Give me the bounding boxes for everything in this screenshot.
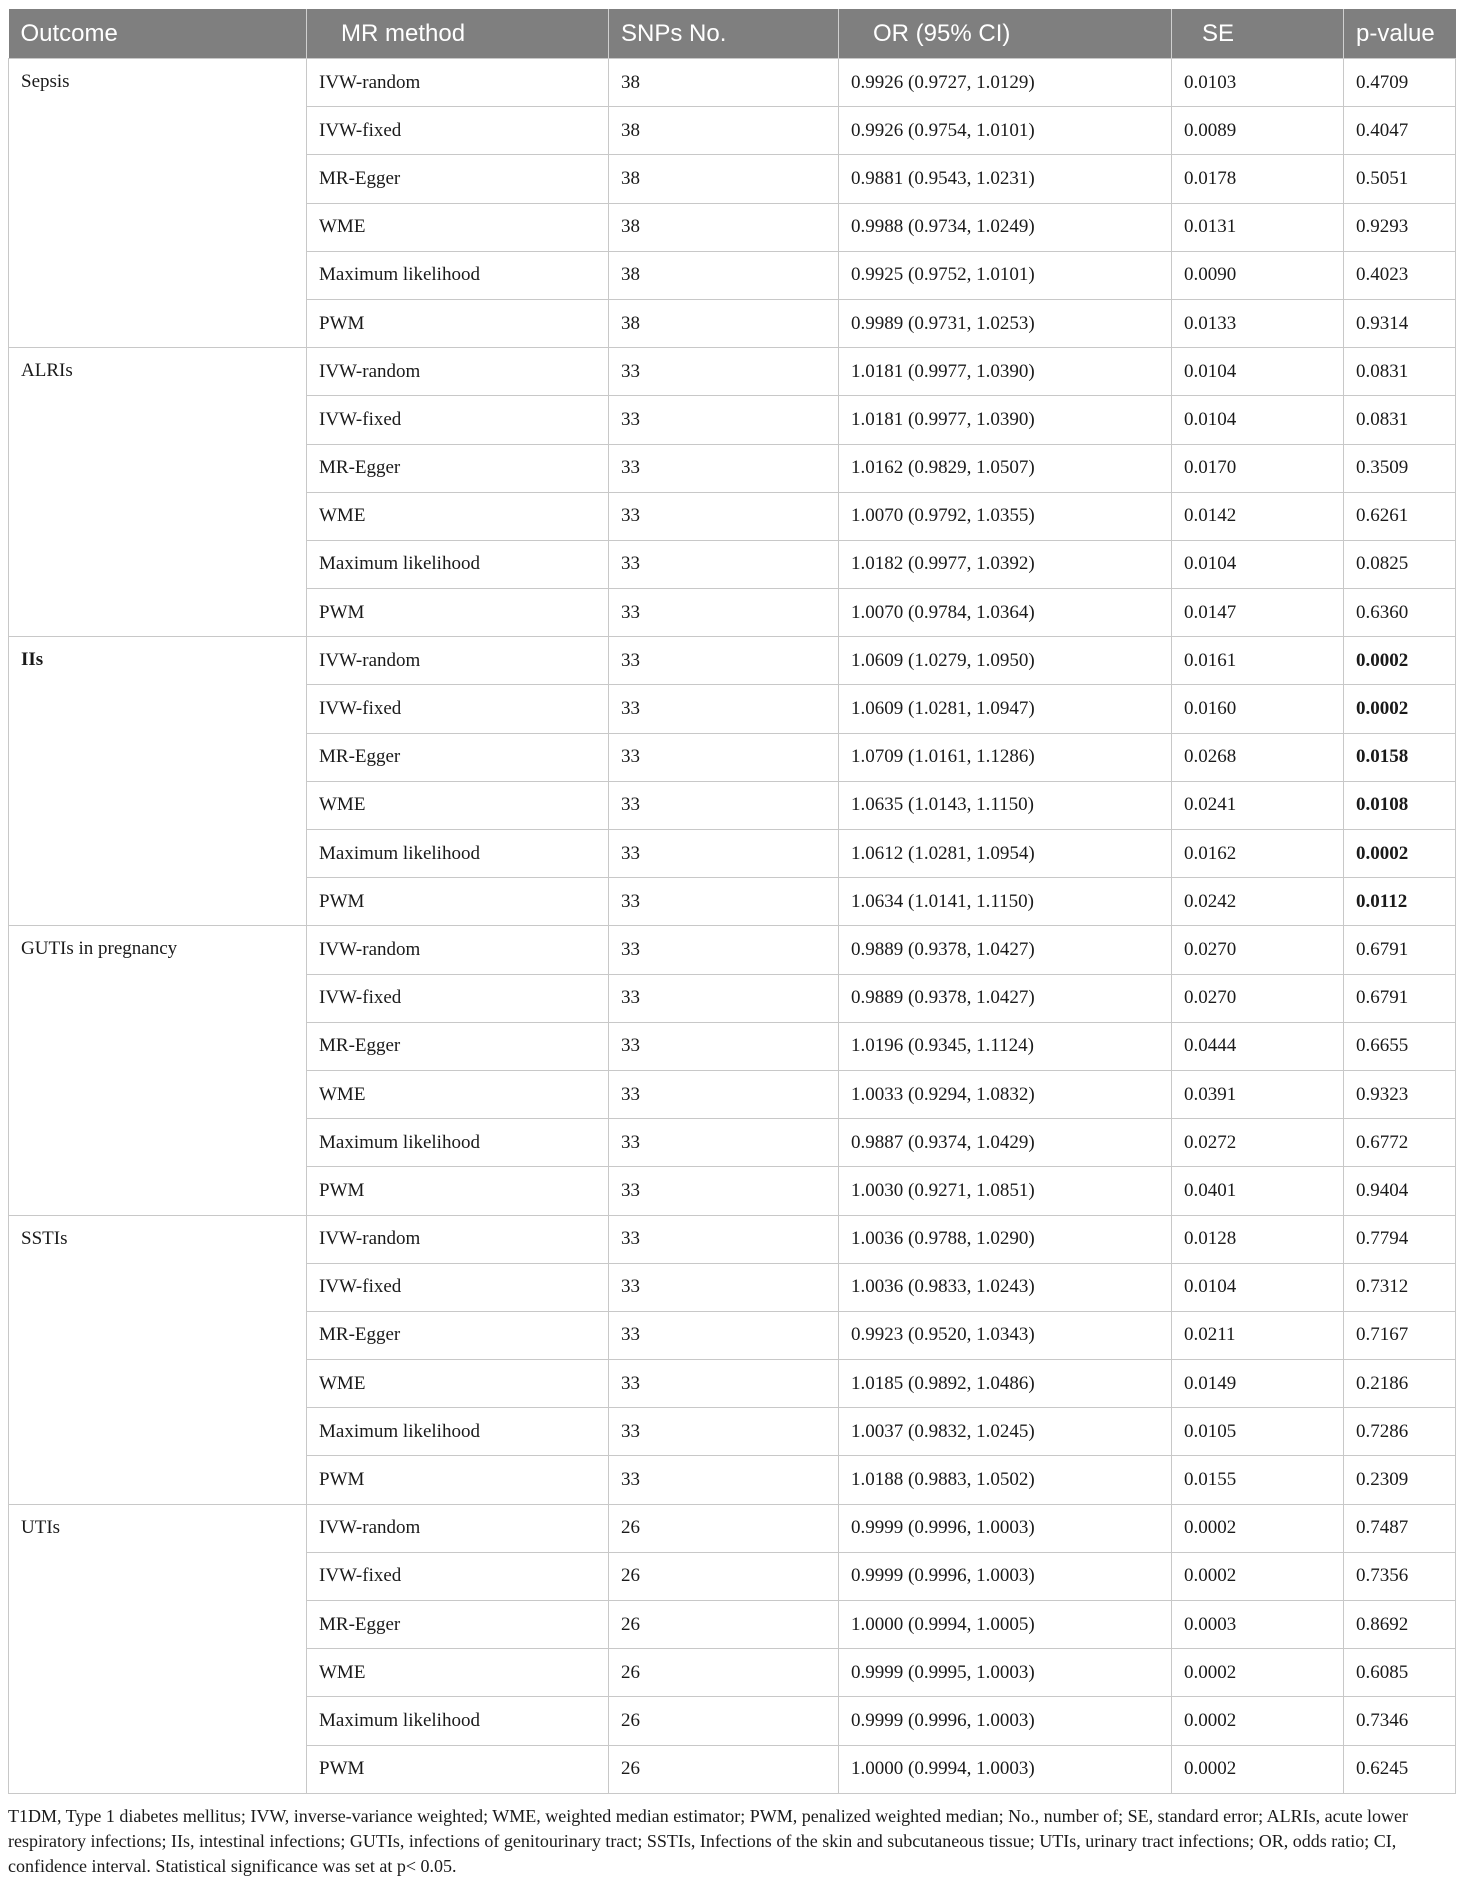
snps-cell: 38 (609, 59, 839, 107)
mr-method-cell: Maximum likelihood (307, 1119, 609, 1167)
p-value-cell: 0.9314 (1344, 299, 1456, 347)
p-value-cell: 0.6261 (1344, 492, 1456, 540)
table-footnote: T1DM, Type 1 diabetes mellitus; IVW, inverse-variance weighted; WME, weighted median estimator; PWM, penalized weighted median; No., number of; SE, standard error; ALRIs, acute lower respiratory infections; IIs, intestinal infections; GUTIs, infections of genitourinary tract; SSTIs, Infections of the skin and subcutaneous tissue; UTIs, urinary tract infections; OR, odds ratio; CI, confidence interval. Statistical significance was set at p< 0.05. (8, 1805, 1409, 1876)
mr-method-cell: IVW-fixed (307, 1552, 609, 1600)
p-value-cell: 0.3509 (1344, 444, 1456, 492)
or-ci-cell: 1.0609 (1.0279, 1.0950) (839, 637, 1172, 685)
p-value-cell: 0.6791 (1344, 974, 1456, 1022)
snps-cell: 26 (609, 1552, 839, 1600)
or-ci-cell: 1.0162 (0.9829, 1.0507) (839, 444, 1172, 492)
or-ci-cell: 1.0709 (1.0161, 1.1286) (839, 733, 1172, 781)
header-mr-method: MR method (307, 9, 609, 59)
snps-cell: 33 (609, 926, 839, 974)
snps-cell: 38 (609, 251, 839, 299)
se-cell: 0.0104 (1172, 348, 1344, 396)
mr-method-cell: Maximum likelihood (307, 1408, 609, 1456)
or-ci-cell: 1.0036 (0.9788, 1.0290) (839, 1215, 1172, 1263)
snps-cell: 33 (609, 781, 839, 829)
or-ci-cell: 1.0181 (0.9977, 1.0390) (839, 396, 1172, 444)
se-cell: 0.0142 (1172, 492, 1344, 540)
p-value-cell: 0.0158 (1344, 733, 1456, 781)
mr-method-cell: IVW-fixed (307, 396, 609, 444)
or-ci-cell: 0.9999 (0.9995, 1.0003) (839, 1649, 1172, 1697)
p-value-cell: 0.7346 (1344, 1697, 1456, 1745)
or-ci-cell: 1.0000 (0.9994, 1.0005) (839, 1601, 1172, 1649)
se-cell: 0.0270 (1172, 974, 1344, 1022)
snps-cell: 33 (609, 1360, 839, 1408)
or-ci-cell: 1.0070 (0.9792, 1.0355) (839, 492, 1172, 540)
p-value-cell: 0.0002 (1344, 830, 1456, 878)
se-cell: 0.0002 (1172, 1745, 1344, 1793)
p-value-cell: 0.0002 (1344, 637, 1456, 685)
mr-method-cell: MR-Egger (307, 1311, 609, 1359)
outcome-cell: SSTIs (9, 1215, 307, 1504)
or-ci-cell: 0.9999 (0.9996, 1.0003) (839, 1504, 1172, 1552)
or-ci-cell: 0.9988 (0.9734, 1.0249) (839, 203, 1172, 251)
mr-method-cell: PWM (307, 1167, 609, 1215)
snps-cell: 33 (609, 396, 839, 444)
se-cell: 0.0161 (1172, 637, 1344, 685)
snps-cell: 33 (609, 444, 839, 492)
p-value-cell: 0.6245 (1344, 1745, 1456, 1793)
snps-cell: 33 (609, 878, 839, 926)
outcome-cell: Sepsis (9, 59, 307, 348)
mr-method-cell: MR-Egger (307, 1022, 609, 1070)
snps-cell: 33 (609, 540, 839, 588)
snps-cell: 33 (609, 589, 839, 637)
mr-method-cell: IVW-fixed (307, 685, 609, 733)
snps-cell: 38 (609, 299, 839, 347)
p-value-cell: 0.6772 (1344, 1119, 1456, 1167)
se-cell: 0.0133 (1172, 299, 1344, 347)
se-cell: 0.0090 (1172, 251, 1344, 299)
snps-cell: 33 (609, 1408, 839, 1456)
or-ci-cell: 1.0037 (0.9832, 1.0245) (839, 1408, 1172, 1456)
p-value-cell: 0.7167 (1344, 1311, 1456, 1359)
p-value-cell: 0.7794 (1344, 1215, 1456, 1263)
snps-cell: 33 (609, 830, 839, 878)
p-value-cell: 0.6360 (1344, 589, 1456, 637)
or-ci-cell: 1.0070 (0.9784, 1.0364) (839, 589, 1172, 637)
se-cell: 0.0241 (1172, 781, 1344, 829)
header-outcome: Outcome (9, 9, 307, 59)
mr-method-cell: WME (307, 781, 609, 829)
p-value-cell: 0.9293 (1344, 203, 1456, 251)
table-container (8, 9, 1455, 1879)
mr-method-cell: WME (307, 1070, 609, 1118)
se-cell: 0.0160 (1172, 685, 1344, 733)
se-cell: 0.0089 (1172, 107, 1344, 155)
p-value-cell: 0.0825 (1344, 540, 1456, 588)
se-cell: 0.0268 (1172, 733, 1344, 781)
p-value-cell: 0.8692 (1344, 1601, 1456, 1649)
or-ci-cell: 0.9999 (0.9996, 1.0003) (839, 1697, 1172, 1745)
mr-method-cell: IVW-random (307, 1215, 609, 1263)
snps-cell: 33 (609, 1263, 839, 1311)
or-ci-cell: 1.0196 (0.9345, 1.1124) (839, 1022, 1172, 1070)
snps-cell: 38 (609, 203, 839, 251)
se-cell: 0.0002 (1172, 1504, 1344, 1552)
mr-method-cell: IVW-fixed (307, 107, 609, 155)
se-cell: 0.0272 (1172, 1119, 1344, 1167)
mr-method-cell: IVW-random (307, 59, 609, 107)
p-value-cell: 0.4047 (1344, 107, 1456, 155)
p-value-cell: 0.0112 (1344, 878, 1456, 926)
or-ci-cell: 1.0185 (0.9892, 1.0486) (839, 1360, 1172, 1408)
mr-method-cell: PWM (307, 878, 609, 926)
mr-method-cell: PWM (307, 589, 609, 637)
or-ci-cell: 0.9999 (0.9996, 1.0003) (839, 1552, 1172, 1600)
snps-cell: 33 (609, 1311, 839, 1359)
snps-cell: 38 (609, 107, 839, 155)
p-value-cell: 0.5051 (1344, 155, 1456, 203)
snps-cell: 33 (609, 1119, 839, 1167)
or-ci-cell: 0.9923 (0.9520, 1.0343) (839, 1311, 1172, 1359)
or-ci-cell: 1.0635 (1.0143, 1.1150) (839, 781, 1172, 829)
or-ci-cell: 1.0182 (0.9977, 1.0392) (839, 540, 1172, 588)
se-cell: 0.0147 (1172, 589, 1344, 637)
or-ci-cell: 0.9881 (0.9543, 1.0231) (839, 155, 1172, 203)
mr-method-cell: MR-Egger (307, 444, 609, 492)
p-value-cell: 0.9323 (1344, 1070, 1456, 1118)
p-value-cell: 0.6791 (1344, 926, 1456, 974)
se-cell: 0.0391 (1172, 1070, 1344, 1118)
snps-cell: 33 (609, 974, 839, 1022)
mr-method-cell: PWM (307, 1456, 609, 1504)
snps-cell: 33 (609, 637, 839, 685)
p-value-cell: 0.6655 (1344, 1022, 1456, 1070)
or-ci-cell: 1.0634 (1.0141, 1.1150) (839, 878, 1172, 926)
mr-method-cell: WME (307, 203, 609, 251)
snps-cell: 33 (609, 1215, 839, 1263)
se-cell: 0.0149 (1172, 1360, 1344, 1408)
or-ci-cell: 1.0036 (0.9833, 1.0243) (839, 1263, 1172, 1311)
snps-cell: 33 (609, 733, 839, 781)
p-value-cell: 0.0108 (1344, 781, 1456, 829)
table-row (9, 1215, 1456, 1263)
or-ci-cell: 0.9887 (0.9374, 1.0429) (839, 1119, 1172, 1167)
se-cell: 0.0002 (1172, 1552, 1344, 1600)
se-cell: 0.0242 (1172, 878, 1344, 926)
p-value-cell: 0.4023 (1344, 251, 1456, 299)
se-cell: 0.0155 (1172, 1456, 1344, 1504)
se-cell: 0.0178 (1172, 155, 1344, 203)
p-value-cell: 0.7487 (1344, 1504, 1456, 1552)
p-value-cell: 0.9404 (1344, 1167, 1456, 1215)
or-ci-cell: 1.0033 (0.9294, 1.0832) (839, 1070, 1172, 1118)
outcome-cell: ALRIs (9, 348, 307, 637)
header-row (9, 9, 1456, 59)
se-cell: 0.0104 (1172, 540, 1344, 588)
table-body (9, 59, 1456, 1794)
mr-method-cell: WME (307, 492, 609, 540)
snps-cell: 33 (609, 1456, 839, 1504)
mr-method-cell: Maximum likelihood (307, 251, 609, 299)
or-ci-cell: 1.0000 (0.9994, 1.0003) (839, 1745, 1172, 1793)
se-cell: 0.0128 (1172, 1215, 1344, 1263)
mr-results-table (8, 9, 1456, 1794)
mr-method-cell: IVW-fixed (307, 1263, 609, 1311)
mr-method-cell: PWM (307, 1745, 609, 1793)
p-value-cell: 0.0002 (1344, 685, 1456, 733)
p-value-cell: 0.0831 (1344, 396, 1456, 444)
or-ci-cell: 0.9925 (0.9752, 1.0101) (839, 251, 1172, 299)
se-cell: 0.0211 (1172, 1311, 1344, 1359)
or-ci-cell: 0.9889 (0.9378, 1.0427) (839, 926, 1172, 974)
se-cell: 0.0002 (1172, 1649, 1344, 1697)
snps-cell: 33 (609, 1022, 839, 1070)
snps-cell: 26 (609, 1649, 839, 1697)
snps-cell: 33 (609, 492, 839, 540)
se-cell: 0.0104 (1172, 1263, 1344, 1311)
table-row (9, 926, 1456, 974)
se-cell: 0.0103 (1172, 59, 1344, 107)
se-cell: 0.0105 (1172, 1408, 1344, 1456)
table-header (9, 9, 1456, 59)
outcome-cell: IIs (9, 637, 307, 926)
outcome-cell: UTIs (9, 1504, 307, 1793)
se-cell: 0.0444 (1172, 1022, 1344, 1070)
snps-cell: 26 (609, 1697, 839, 1745)
mr-method-cell: Maximum likelihood (307, 1697, 609, 1745)
se-cell: 0.0401 (1172, 1167, 1344, 1215)
mr-method-cell: IVW-fixed (307, 974, 609, 1022)
or-ci-cell: 0.9926 (0.9754, 1.0101) (839, 107, 1172, 155)
p-value-cell: 0.0831 (1344, 348, 1456, 396)
p-value-cell: 0.2309 (1344, 1456, 1456, 1504)
table-row (9, 1504, 1456, 1552)
or-ci-cell: 1.0609 (1.0281, 1.0947) (839, 685, 1172, 733)
se-cell: 0.0162 (1172, 830, 1344, 878)
p-value-cell: 0.4709 (1344, 59, 1456, 107)
header-or-ci: OR (95% CI) (839, 9, 1172, 59)
mr-method-cell: IVW-random (307, 1504, 609, 1552)
mr-method-cell: Maximum likelihood (307, 540, 609, 588)
mr-method-cell: MR-Egger (307, 1601, 609, 1649)
se-cell: 0.0131 (1172, 203, 1344, 251)
p-value-cell: 0.6085 (1344, 1649, 1456, 1697)
snps-cell: 26 (609, 1745, 839, 1793)
p-value-cell: 0.7286 (1344, 1408, 1456, 1456)
or-ci-cell: 1.0181 (0.9977, 1.0390) (839, 348, 1172, 396)
mr-method-cell: WME (307, 1649, 609, 1697)
or-ci-cell: 1.0612 (1.0281, 1.0954) (839, 830, 1172, 878)
mr-method-cell: IVW-random (307, 348, 609, 396)
se-cell: 0.0170 (1172, 444, 1344, 492)
p-value-cell: 0.2186 (1344, 1360, 1456, 1408)
or-ci-cell: 1.0188 (0.9883, 1.0502) (839, 1456, 1172, 1504)
table-row (9, 59, 1456, 107)
or-ci-cell: 0.9889 (0.9378, 1.0427) (839, 974, 1172, 1022)
header-p-value: p-value (1344, 9, 1456, 59)
mr-method-cell: MR-Egger (307, 155, 609, 203)
outcome-cell: GUTIs in pregnancy (9, 926, 307, 1215)
se-cell: 0.0104 (1172, 396, 1344, 444)
mr-method-cell: IVW-random (307, 926, 609, 974)
p-value-cell: 0.7312 (1344, 1263, 1456, 1311)
se-cell: 0.0270 (1172, 926, 1344, 974)
table-row (9, 348, 1456, 396)
se-cell: 0.0002 (1172, 1697, 1344, 1745)
se-cell: 0.0003 (1172, 1601, 1344, 1649)
snps-cell: 33 (609, 1167, 839, 1215)
or-ci-cell: 0.9926 (0.9727, 1.0129) (839, 59, 1172, 107)
snps-cell: 33 (609, 1070, 839, 1118)
mr-method-cell: IVW-random (307, 637, 609, 685)
or-ci-cell: 0.9989 (0.9731, 1.0253) (839, 299, 1172, 347)
p-value-cell: 0.7356 (1344, 1552, 1456, 1600)
snps-cell: 33 (609, 685, 839, 733)
table-row (9, 637, 1456, 685)
snps-cell: 26 (609, 1504, 839, 1552)
snps-cell: 38 (609, 155, 839, 203)
header-snps-no: SNPs No. (609, 9, 839, 59)
mr-method-cell: PWM (307, 299, 609, 347)
header-se: SE (1172, 9, 1344, 59)
or-ci-cell: 1.0030 (0.9271, 1.0851) (839, 1167, 1172, 1215)
snps-cell: 33 (609, 348, 839, 396)
snps-cell: 26 (609, 1601, 839, 1649)
mr-method-cell: Maximum likelihood (307, 830, 609, 878)
mr-method-cell: WME (307, 1360, 609, 1408)
mr-method-cell: MR-Egger (307, 733, 609, 781)
